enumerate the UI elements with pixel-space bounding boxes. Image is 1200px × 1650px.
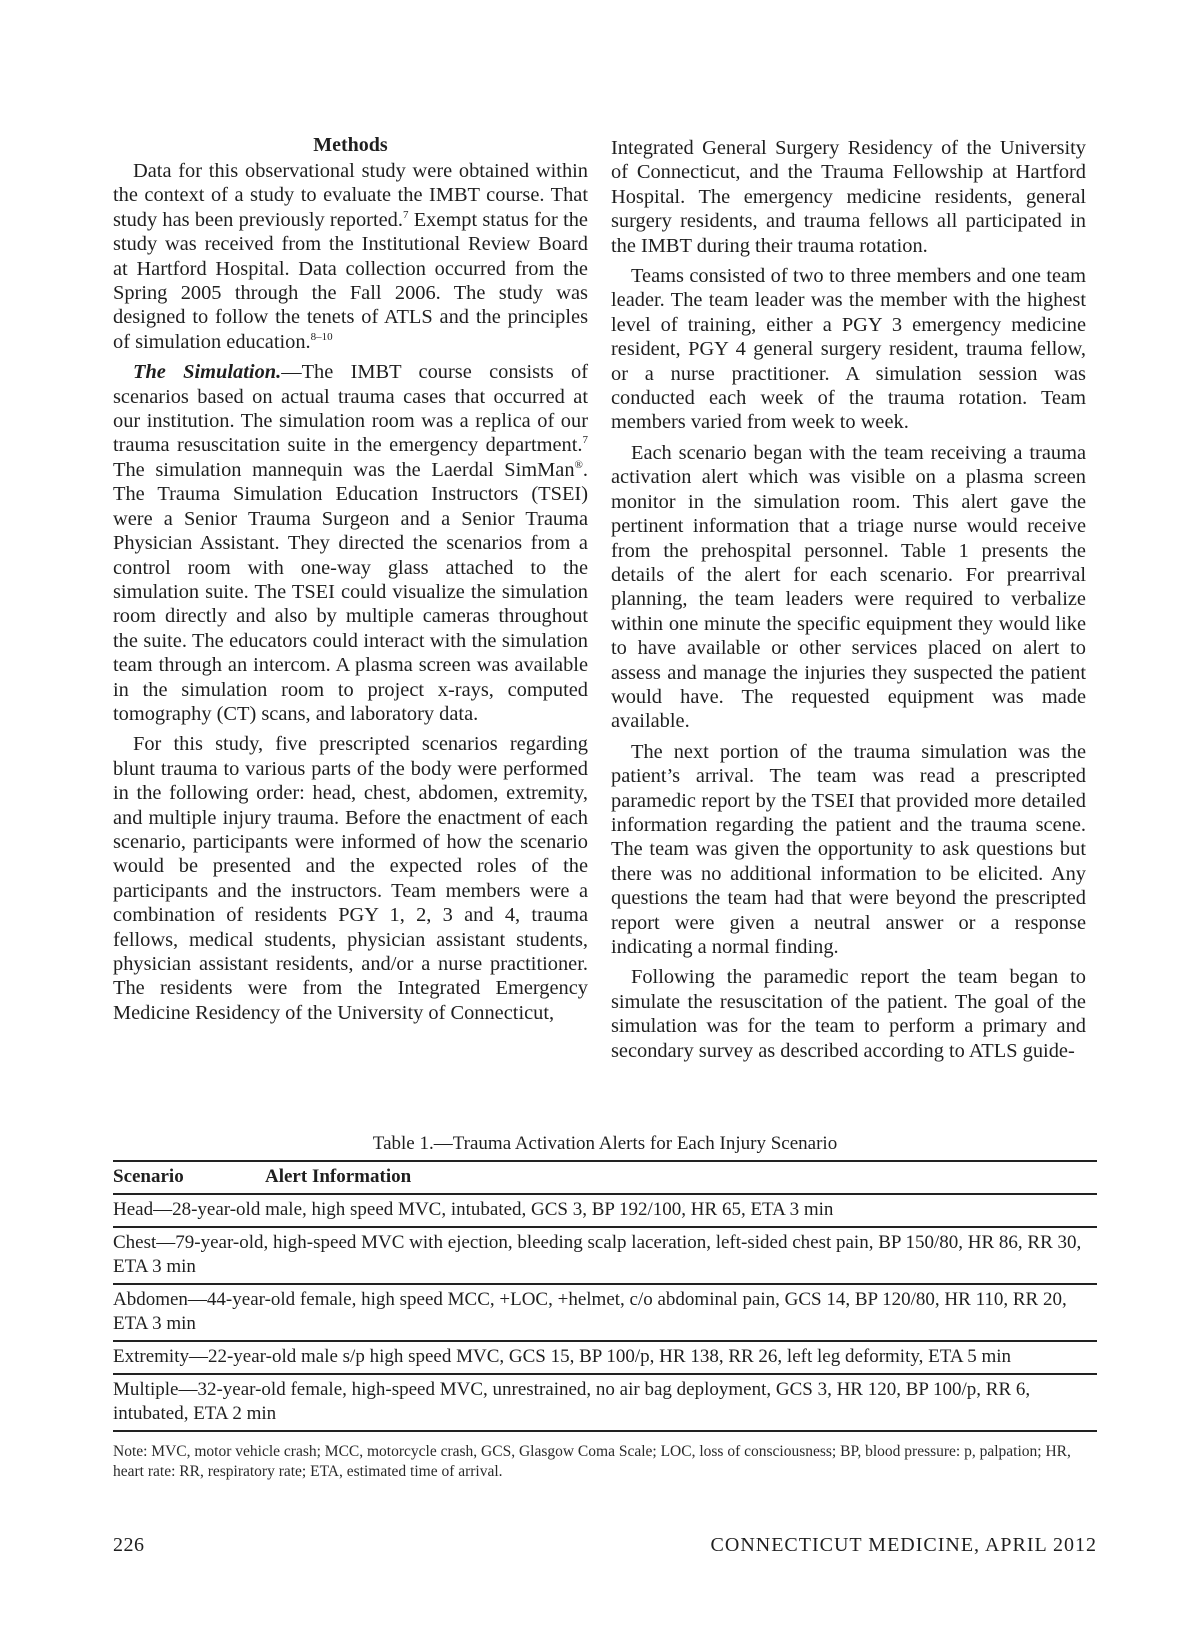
section-heading-methods: Methods — [313, 134, 388, 156]
table-cell: Multiple—32-year-old female, high-speed MVC, unrestrained, no air bag deployment, GCS 3, HR 120, BP 100/p, RR 6, intubated, ETA 2 min — [113, 1379, 1031, 1424]
paragraph-text: —The IMBT course consists of scenarios based on actual trauma cases that occurred at our institution. The simulation room was a replica of our trauma resuscitation suite in the emergency department. — [113, 361, 588, 457]
paragraph-simulation — [113, 360, 588, 726]
paragraph-alert: Each scenario began with the team receiving a trauma activation alert which was visible on a plasma screen monitor in the simulation room. This alert gave the pertinent information that a triage nurse would receive from the prehospital personnel. Table 1 presents the details of the alert for each scenario. For prearrival planning, the team leaders were required to verbalize within one minute the specific equipment they would like to have available or other services placed on alert to assess and manage the injuries they suspected the patient would have. The requested equipment was made available. — [611, 441, 1086, 733]
paragraph-text: . The Trauma Simulation Education Instructors (TSEI) were a Senior Trauma Surgeon and a Senior Trauma Physician Assistant. They directed the scenarios from a control room with one-way glass attached to the simulation suite. The TSEI could visualize the simulation room directly and also by multiple cameras throughout the suite. The educators could interact with the simulation team through an intercom. A plasma screen was available in the simulation room to project x-rays, computed tomography (CT) scans, and laboratory data. — [113, 458, 588, 725]
table-cell: Abdomen—44-year-old female, high speed MCC, +LOC, +helmet, c/o abdominal pain, GCS 14, BP 120/80, HR 110, RR 20, ETA 3 min — [113, 1289, 1067, 1334]
registered-mark: ® — [574, 459, 583, 472]
table-row — [113, 1227, 1097, 1284]
paragraph-residency: Integrated General Surgery Residency of the University of Connecticut, and the Trauma Fellowship at Hartford Hospital. The emergency medicine residents, general surgery residents, and trauma fellows all participated in the IMBT during their trauma rotation. — [611, 137, 1086, 257]
citation-ref: 7 — [582, 434, 588, 447]
paragraph-text: Data for this observational study were obtained within the context of a study to evaluate the IMBT course. That study has been previously reported. — [113, 160, 588, 231]
paragraph-resuscitation: Following the paramedic report the team began to simulate the resuscitation of the patient. The goal of the simulation was for the team to perform a primary and secondary survey as described according to ATLS guide- — [611, 966, 1086, 1062]
table-cell: Extremity—22-year-old male s/p high speed MVC, GCS 15, BP 100/p, HR 138, RR 26, left leg deformity, ETA 5 min — [113, 1346, 1012, 1367]
left-column — [113, 133, 588, 1031]
page-number: 226 — [113, 1534, 145, 1556]
table-row — [113, 1341, 1097, 1374]
paragraph-teams: Teams consisted of two to three members and one team leader. The team leader was the member with the highest level of training, either a PGY 3 emergency medicine resident, PGY 4 general surgery resident, trauma fellow, or a nurse practitioner. A simulation session was conducted each week of the trauma rotation. Team members varied from week to week. — [611, 265, 1086, 434]
right-column — [611, 136, 1086, 1069]
column-header-alert-information: Alert Information — [265, 1166, 412, 1187]
table-caption: Table 1.—Trauma Activation Alerts for Each Injury Scenario — [372, 1133, 838, 1154]
column-header-scenario: Scenario — [113, 1166, 184, 1187]
paragraph-text: Exempt status for the study was received from the Institutional Review Board at Hartford Hospital. Data collection occurred from the Spring 2005 through the Fall 2006. The study was designed to follow the tenets of ATLS and the principles of simulation education. — [113, 208, 588, 353]
table-header-row — [113, 1161, 1097, 1194]
table-cell: Chest—79-year-old, high-speed MVC with ejection, bleeding scalp laceration, left-sided chest pain, BP 150/80, HR 86, RR 30, ETA 3 min — [113, 1232, 1082, 1277]
paragraph-text: The simulation mannequin was the Laerdal SimMan — [113, 458, 575, 481]
paragraph-arrival: The next portion of the trauma simulation was the patient’s arrival. The team was read a prescripted paramedic report by the TSEI that provided more detailed information regarding the patient and the trauma scene. The team was given the opportunity to ask questions but there was no additional information to be elicited. Any questions the team had that were beyond the prescripted report were given a neutral answer or a response indicating a normal finding. — [611, 740, 1086, 958]
subsection-runin-heading: The Simulation. — [133, 361, 282, 384]
alerts-table — [113, 1160, 1097, 1432]
citation-ref: 8–10 — [310, 331, 333, 344]
table-note: Note: MVC, motor vehicle crash; MCC, motorcycle crash, GCS, Glasgow Coma Scale; LOC, loss of consciousness; BP, blood pressure: p, palpation; HR, heart rate: RR, respiratory rate; ETA, estimated time of arrival. — [113, 1443, 1071, 1480]
table-cell: Head—28-year-old male, high speed MVC, intubated, GCS 3, BP 192/100, HR 65, ETA 3 min — [113, 1199, 834, 1220]
paragraph-data-source — [113, 159, 588, 354]
citation-ref: 7 — [402, 209, 409, 222]
table-row — [113, 1194, 1097, 1227]
journal-name: CONNECTICUT MEDICINE, APRIL 2012 — [710, 1534, 1097, 1556]
table-row — [113, 1374, 1097, 1431]
paragraph-scenarios: For this study, five prescripted scenarios regarding blunt trauma to various parts of the body were performed in the following order: head, chest, abdomen, extremity, and multiple injury trauma. Before the enactment of each scenario, participants were informed of how the scenario would be presented and the expected roles of the participants and the instructors. Team members were a combination of residents PGY 1, 2, 3 and 4, trauma fellows, medical students, physician assistant students, physician assistant residents, and/or a nurse practitioner. The residents were from the Integrated Emergency Medicine Residency of the University of Connecticut, — [113, 733, 588, 1024]
table-row — [113, 1284, 1097, 1341]
table-1 — [113, 1132, 1097, 1482]
